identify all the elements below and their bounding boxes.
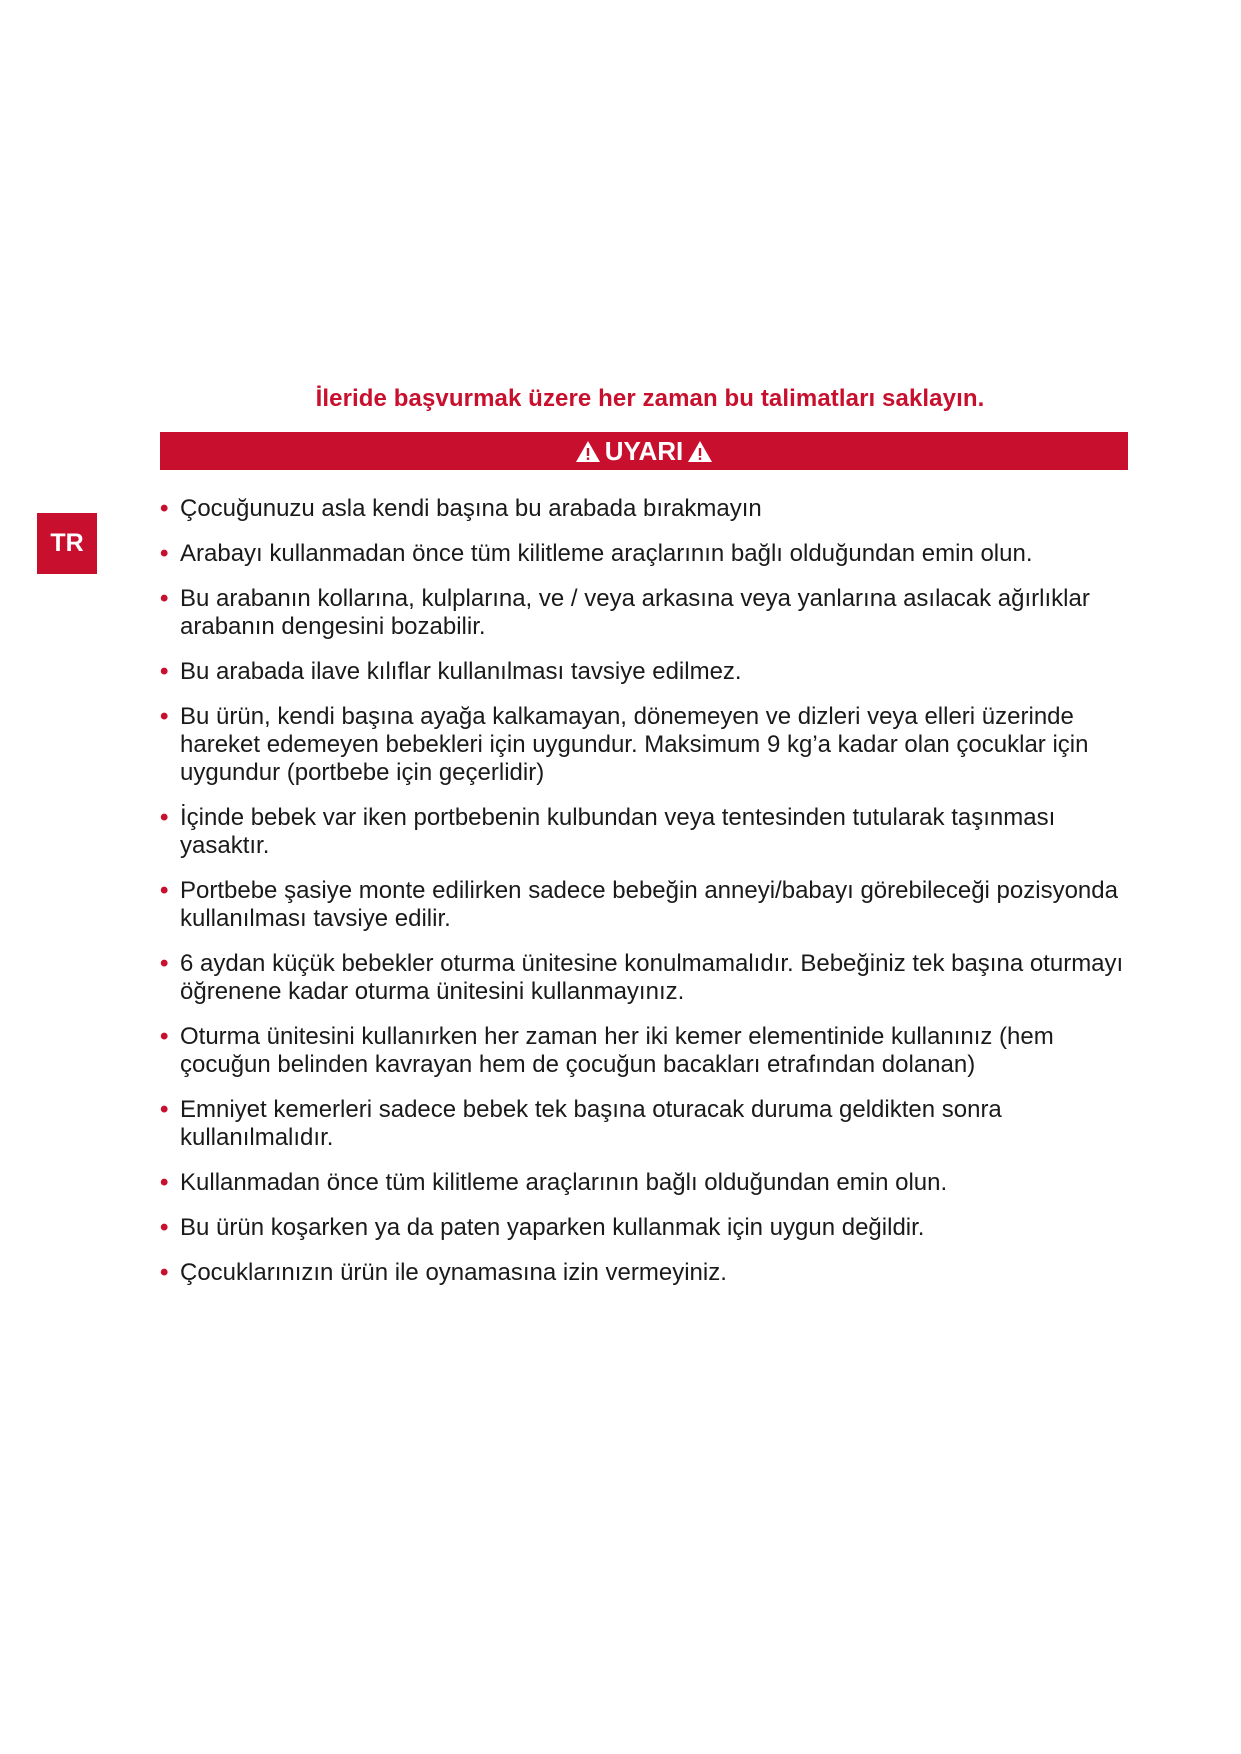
warning-item-text: Bu ürün koşarken ya da paten yaparken kullanmak için uygun değildir. <box>180 1214 925 1241</box>
warning-item <box>160 1169 1140 1197</box>
warning-item-text: Çocuklarınızın ürün ile oynamasına izin vermeyiniz. <box>180 1259 727 1286</box>
warning-item-text: Çocuğunuzu asla kendi başına bu arabada bırakmayın <box>180 495 762 522</box>
bullet-icon: • <box>160 540 169 567</box>
bullet-icon: • <box>160 658 169 685</box>
warning-item <box>160 1214 1140 1242</box>
warning-item <box>160 540 1140 568</box>
warning-item <box>160 804 1140 860</box>
warning-label: UYARI <box>604 435 684 466</box>
warning-item-text: İçinde bebek var iken portbebenin kulbundan veya tentesinden tutularak taşınması yasaktır. <box>180 804 1056 859</box>
language-tab: TR <box>37 513 97 574</box>
warning-triangle-icon <box>575 440 601 463</box>
warning-item-text: Emniyet kemerleri sadece bebek tek başına oturacak duruma geldikten sonra kullanılmalıdır. <box>180 1096 1002 1151</box>
warning-item-text: Bu arabanın kollarına, kulplarına, ve / veya arkasına veya yanlarına asılacak ağırlıklar arabanın dengesini bozabilir. <box>180 585 1090 640</box>
page-title: İleride başvurmak üzere her zaman bu talimatları saklayın. <box>315 385 985 412</box>
warning-item <box>160 877 1140 933</box>
warning-triangle-icon <box>687 440 713 463</box>
warning-item <box>160 585 1140 641</box>
warning-list <box>160 495 1140 1304</box>
warning-item-text: Bu ürün, kendi başına ayağa kalkamayan, dönemeyen ve dizleri veya elleri üzerinde hareket edemeyen bebekleri için uygundur. Maksimum 9 kg’a kadar olan çocuklar için uygundur (portbebe için geçerlidir) <box>180 703 1089 786</box>
warning-item-text: 6 aydan küçük bebekler oturma ünitesine konulmamalıdır. Bebeğiniz tek başına oturmayı öğrenene kadar oturma ünitesini kullanmayınız. <box>180 950 1124 1005</box>
bullet-icon: • <box>160 1023 169 1050</box>
warning-item-text: Oturma ünitesini kullanırken her zaman her iki kemer elementinide kullanınız (hem çocuğun belinden kavrayan hem de çocuğun bacakları etrafından dolanan) <box>180 1023 1054 1078</box>
bullet-icon: • <box>160 703 169 730</box>
warning-item-text: Portbebe şasiye monte edilirken sadece bebeğin anneyi/babayı görebileceği pozisyonda kullanılması tavsiye edilir. <box>180 877 1118 932</box>
bullet-icon: • <box>160 495 169 522</box>
bullet-icon: • <box>160 804 169 831</box>
warning-item <box>160 658 1140 686</box>
warning-item <box>160 950 1140 1006</box>
bullet-icon: • <box>160 1259 169 1286</box>
bullet-icon: • <box>160 950 169 977</box>
bullet-icon: • <box>160 1096 169 1123</box>
warning-item <box>160 703 1140 787</box>
warning-item-text: Arabayı kullanmadan önce tüm kilitleme araçlarının bağlı olduğundan emin olun. <box>180 540 1033 567</box>
bullet-icon: • <box>160 1169 169 1196</box>
warning-banner <box>160 432 1128 470</box>
warning-item-text: Bu arabada ilave kılıflar kullanılması tavsiye edilmez. <box>180 658 742 685</box>
warning-item <box>160 495 1140 523</box>
bullet-icon: • <box>160 585 169 612</box>
warning-item <box>160 1023 1140 1079</box>
warning-item <box>160 1096 1140 1152</box>
warning-item <box>160 1259 1140 1287</box>
bullet-icon: • <box>160 877 169 904</box>
warning-item-text: Kullanmadan önce tüm kilitleme araçlarının bağlı olduğundan emin olun. <box>180 1169 948 1196</box>
bullet-icon: • <box>160 1214 169 1241</box>
